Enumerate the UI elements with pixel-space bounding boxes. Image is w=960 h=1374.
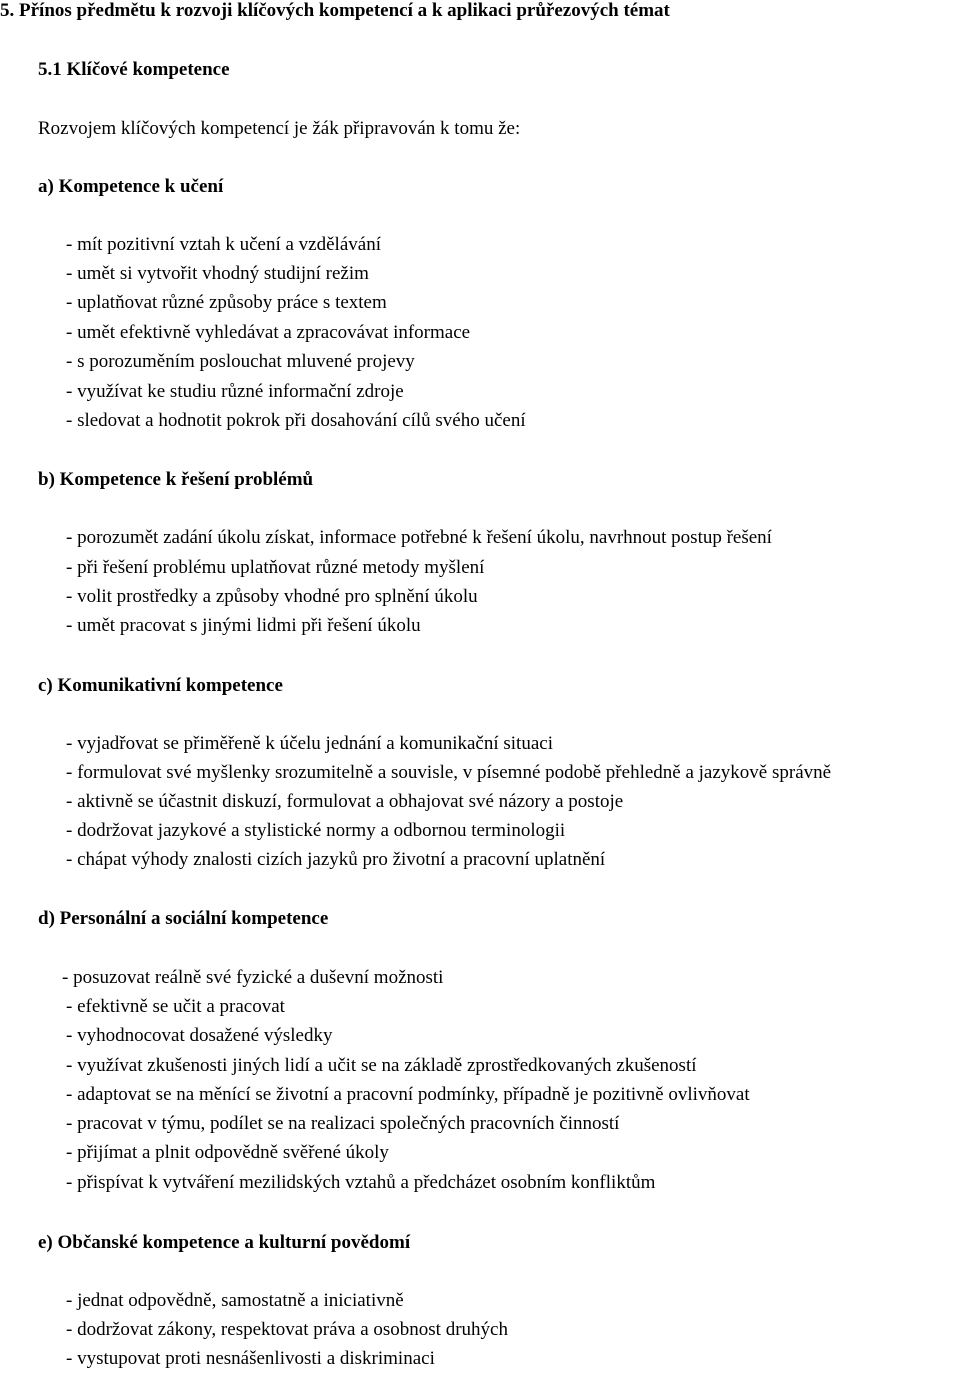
subsection-title: 5.1 Klíčové kompetence	[38, 59, 230, 80]
list-item: - mít pozitivní vztah k učení a vzdělávání	[66, 234, 381, 255]
list-item: - vyhodnocovat dosažené výsledky	[66, 1025, 333, 1046]
list-item: - sledovat a hodnotit pokrok při dosahování cílů svého učení	[66, 410, 526, 431]
section-heading-d: d) Personální a sociální kompetence	[38, 908, 329, 929]
section-heading-b: b) Kompetence k řešení problémů	[38, 469, 314, 490]
list-item: - využívat ke studiu různé informační zdroje	[66, 381, 404, 402]
list-item: - při řešení problému uplatňovat různé metody myšlení	[66, 557, 485, 578]
list-item: - efektivně se učit a pracovat	[66, 996, 285, 1017]
list-item: - chápat výhody znalosti cizích jazyků pro životní a pracovní uplatnění	[66, 849, 606, 870]
list-item: - umět efektivně vyhledávat a zpracovávat informace	[66, 322, 471, 343]
list-item: - aktivně se účastnit diskuzí, formulovat a obhajovat své názory a postoje	[66, 791, 624, 812]
chapter-title: 5. Přínos předmětu k rozvoji klíčových kompetencí a k aplikaci průřezových témat	[0, 0, 670, 21]
list-item: - vystupovat proti nesnášenlivosti a diskriminaci	[66, 1348, 435, 1369]
list-item: - adaptovat se na měnící se životní a pracovní podmínky, případně je pozitivně ovlivňovat	[66, 1084, 750, 1105]
list-item: - přispívat k vytváření mezilidských vztahů a předcházet osobním konfliktům	[66, 1172, 656, 1193]
list-item: - posuzovat reálně své fyzické a duševní možnosti	[62, 967, 444, 988]
intro-text: Rozvojem klíčových kompetencí je žák připravován k tomu že:	[38, 118, 521, 139]
list-item: - vyjadřovat se přiměřeně k účelu jednání a komunikační situaci	[66, 733, 553, 754]
list-item: - dodržovat zákony, respektovat práva a osobnost druhých	[66, 1319, 508, 1340]
list-item: - umět pracovat s jinými lidmi při řešení úkolu	[66, 615, 421, 636]
list-item: - dodržovat jazykové a stylistické normy a odbornou terminologii	[66, 820, 566, 841]
section-heading-e: e) Občanské kompetence a kulturní povědomí	[38, 1232, 411, 1253]
list-item: - přijímat a plnit odpovědně svěřené úkoly	[66, 1142, 389, 1163]
list-item: - porozumět zadání úkolu získat, informace potřebné k řešení úkolu, navrhnout postup řešení	[66, 527, 772, 548]
list-item: - jednat odpovědně, samostatně a iniciativně	[66, 1290, 404, 1311]
list-item: - volit prostředky a způsoby vhodné pro splnění úkolu	[66, 586, 478, 607]
list-item: - s porozuměním poslouchat mluvené projevy	[66, 351, 415, 372]
section-heading-c: c) Komunikativní kompetence	[38, 675, 283, 696]
list-item: - umět si vytvořit vhodný studijní režim	[66, 263, 369, 284]
section-heading-a: a) Kompetence k učení	[38, 176, 224, 197]
list-item: - uplatňovat různé způsoby práce s textem	[66, 292, 387, 313]
list-item: - využívat zkušenosti jiných lidí a učit se na základě zprostředkovaných zkušeností	[66, 1055, 697, 1076]
list-item: - formulovat své myšlenky srozumitelně a souvisle, v písemné podobě přehledně a jazykově správně	[66, 762, 832, 783]
list-item: - pracovat v týmu, podílet se na realizaci společných pracovních činností	[66, 1113, 620, 1134]
